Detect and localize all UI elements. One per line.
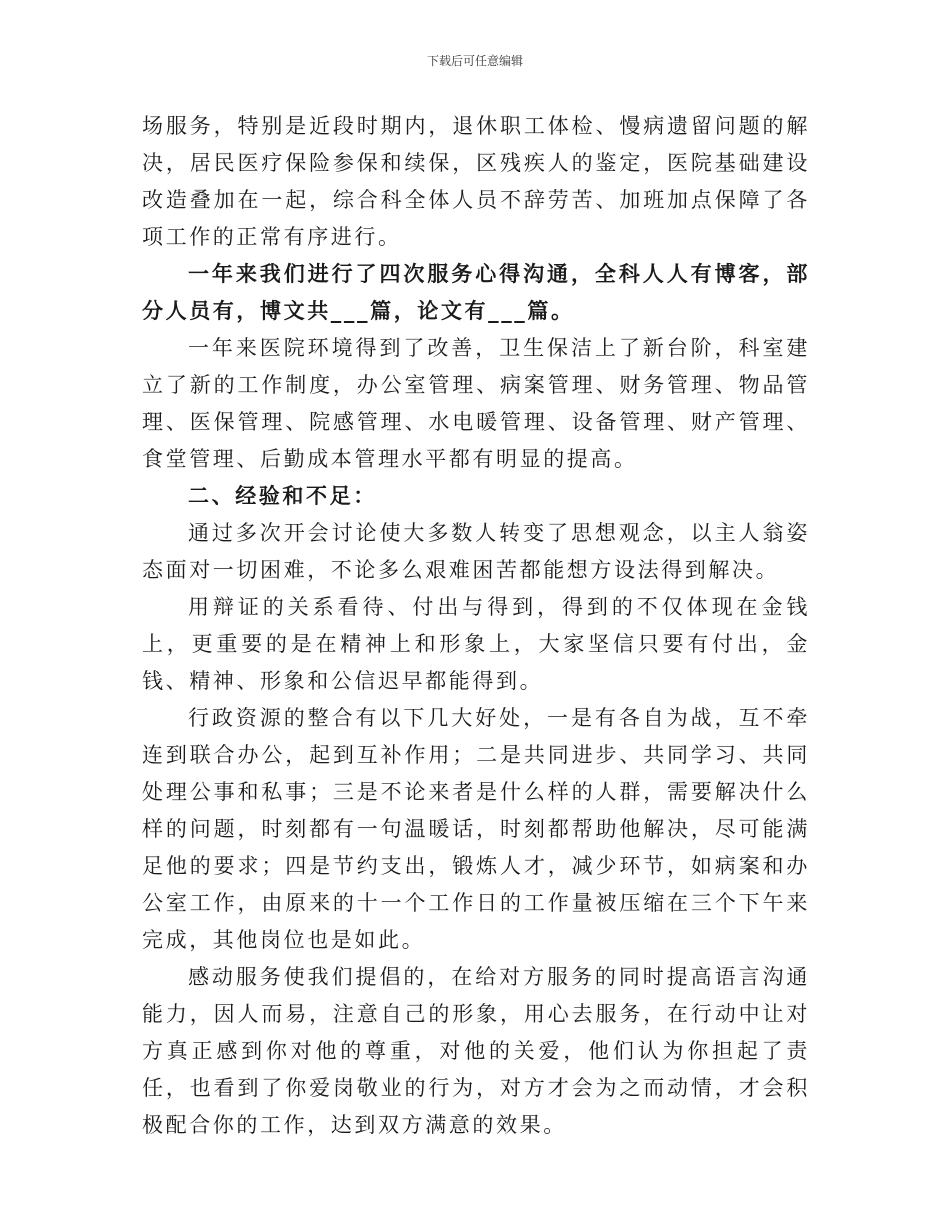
paragraph-8: 感动服务使我们提倡的，在给对方服务的同时提高语言沟通能力，因人而易，注意自己的形象，用心去服务，在行动中让对方真正感到你对他的尊重，对他的关爱，他们认为你担起了责任，也看到了你爱岗敬业的行为，对方才会为之而动情，才会积极配合你的工作，达到双方满意的效果。 xyxy=(142,965,810,1137)
document-body xyxy=(142,108,810,1144)
paragraph-5: 通过多次开会讨论使大多数人转变了思想观念，以主人翁姿态面对一切困难，不论多么艰难困苦都能想方设法得到解决。 xyxy=(142,521,810,582)
paragraph-6: 用辩证的关系看待、付出与得到，得到的不仅体现在金钱上，更重要的是在精神上和形象上，大家坚信只要有付出，金钱、精神、形象和公信迟早都能得到。 xyxy=(142,595,810,693)
header-note: 下载后可任意编辑 xyxy=(426,54,523,68)
section-heading: 二、经验和不足： xyxy=(188,484,377,508)
paragraph-3: 一年来医院环境得到了改善，卫生保洁上了新台阶，科室建立了新的工作制度，办公室管理、病案管理、财务管理、物品管理、医保管理、院感管理、水电暖管理、设备管理、财产管理、食堂管理、后勤成本管理水平都有明显的提高。 xyxy=(142,336,810,471)
paragraph-1: 场服务，特别是近段时期内，退休职工体检、慢病遗留问题的解决，居民医疗保险参保和续保，区残疾人的鉴定，医院基础建设改造叠加在一起，综合科全体人员不辞劳苦、加班加点保障了各项工作的正常有序进行。 xyxy=(142,114,810,249)
paragraph-7: 行政资源的整合有以下几大好处，一是有各自为战，互不牵连到联合办公，起到互补作用；二是共同进步、共同学习、共同处理公事和私事；三是不论来者是什么样的人群，需要解决什么样的问题，时刻都有一句温暖话，时刻都帮助他解决，尽可能满足他的要求；四是节约支出，锻炼人才，减少环节，如病案和办公室工作，由原来的十一个工作日的工作量被压缩在三个下午来完成，其他岗位也是如此。 xyxy=(142,706,810,952)
paragraph-2-bold: 一年来我们进行了四次服务心得沟通，全科人人有博客，部分人员有，博文共___篇，论文有___篇。 xyxy=(142,262,810,323)
